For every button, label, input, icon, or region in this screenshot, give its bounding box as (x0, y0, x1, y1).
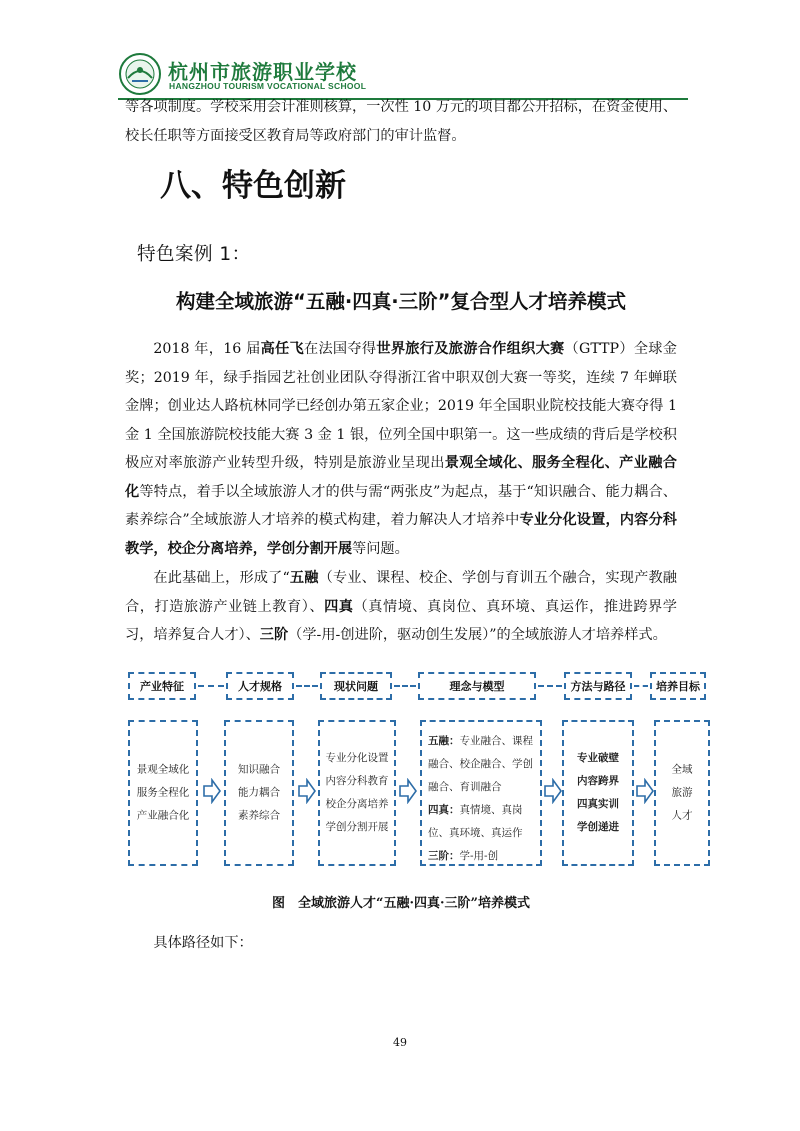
right-arrow-icon (399, 778, 417, 804)
text-run: 在此基础上，形成了“ (153, 570, 290, 586)
text-run: 等特点，着手以全域旅游人才的供与需“两张皮”为起点，基于“知识融合、能力耦合、素养综合”全域旅游人才培养的模式构建，着力解决人才培养中 (125, 483, 677, 528)
diagram-item: 全域 (671, 763, 693, 776)
diagram-header-talent: 人才规格 (226, 672, 294, 700)
text-run: （GTTP）全球金奖；2019 年，绿手指园艺社创业团队夺得浙江省中职双创大赛一等奖，连续 7 年蝉联金牌；创业达人路杭林同学已经创办第五家企业；2019 年全国职业院校技能大赛夺得 1 金 1 全国旅游院校技能大赛 3 金 1 银，位列全国中职第一。这一些成绩的背后是学校积极应对率旅游产业转型升级，特别是旅游业呈现出 (125, 341, 677, 471)
bold-run: 专业分化设置，内容分科教学，校企分离培养，学创分割开展 (125, 512, 677, 557)
diagram-header-method: 方法与路径 (564, 672, 632, 700)
diagram-connector (634, 685, 648, 687)
diagram-item: 素养综合 (238, 809, 280, 822)
diagram-item: 学创分割开展 (325, 821, 389, 833)
diagram-item-label: 四真： (428, 804, 460, 816)
right-arrow-icon (636, 778, 654, 804)
diagram-item: 内容分科教育 (325, 775, 389, 787)
right-arrow-icon (298, 778, 316, 804)
school-logo-icon (118, 52, 162, 96)
diagram-item (428, 799, 536, 845)
diagram-item: 能力耦合 (238, 786, 280, 799)
diagram-box-concept (420, 720, 542, 866)
achievements-paragraph (125, 335, 677, 563)
diagram-box-problem (318, 720, 396, 866)
diagram-item: 知识融合 (238, 763, 280, 776)
bold-run: 五融 (289, 570, 319, 586)
figure-caption: 图 全域旅游人才“五融·四真·三阶”培养模式 (271, 896, 530, 911)
text-run: 2018 年，16 届 (153, 341, 261, 357)
diagram-item: 校企分离培养 (325, 798, 389, 810)
intro-paragraph: 等各项制度。学校采用会计准则核算，一次性 10 万元的项目都公开招标，在资金使用、校长任职等方面接受区教育局等政府部门的审计监督。 (125, 99, 678, 144)
right-arrow-icon (544, 778, 562, 804)
diagram-item: 学创递进 (577, 821, 619, 833)
diagram-item: 专业破壁 (577, 752, 619, 764)
bold-run: 高任飞 (260, 341, 304, 357)
path-intro: 具体路径如下： (153, 935, 253, 951)
text-run: （专业、课程、校企、学创与育训五个融合，实现产教融合，打造旅游产业链上教育）、 (125, 570, 677, 615)
bold-run: 景观全域化、服务全程化、产业融合化 (125, 455, 677, 500)
diagram-item: 旅游 (671, 786, 693, 799)
text-run: 在法国夺得 (303, 341, 377, 357)
page-number: 49 (393, 1036, 407, 1049)
bold-run: 世界旅行及旅游合作组织大赛 (376, 341, 565, 357)
diagram-item-text: 学-用-创 (459, 850, 499, 862)
diagram-header-problem: 现状问题 (320, 672, 392, 700)
diagram-item-text: 专业融合、课程融合、校企融合、学创融合、育训融合 (428, 735, 533, 793)
diagram-box-industry (128, 720, 198, 866)
diagram-item (428, 845, 536, 868)
diagram-item: 产业融合化 (136, 809, 190, 822)
diagram-connector (296, 685, 318, 687)
diagram-item-label: 三阶： (428, 850, 460, 862)
diagram-connector (198, 685, 224, 687)
case-label: 特色案例 1： (137, 244, 251, 265)
section-title: 八、特色创新 (160, 168, 346, 204)
diagram-box-method (562, 720, 634, 866)
diagram-header-industry: 产业特征 (128, 672, 196, 700)
diagram-header-concept: 理念与模型 (418, 672, 536, 700)
school-name-cn: 杭州市旅游职业学校 (168, 60, 357, 84)
right-arrow-icon (203, 778, 221, 804)
text-run: 等问题。 (352, 540, 409, 557)
diagram-item-label: 五融： (428, 735, 460, 747)
text-run: （学-用-创进阶，驱动创生发展）”的全域旅游人才培养样式。 (288, 627, 667, 643)
diagram-connector (394, 685, 416, 687)
diagram-item-text: 真情境、真岗位、真环境、真运作 (428, 804, 523, 839)
diagram-header-goal: 培养目标 (650, 672, 706, 700)
text-run: （真情境、真岗位、真环境、真运作，推进跨界学习，培养复合人才）、 (125, 598, 677, 643)
training-model-diagram (128, 664, 712, 876)
case-title: 构建全域旅游“五融·四真·三阶”复合型人才培养模式 (176, 290, 626, 313)
diagram-item: 景观全域化 (136, 763, 190, 776)
diagram-connector (538, 685, 562, 687)
model-paragraph (125, 564, 677, 650)
diagram-item: 人才 (671, 809, 693, 822)
school-name-en: HANGZHOU TOURISM VOCATIONAL SCHOOL (169, 81, 367, 91)
diagram-item: 四真实训 (577, 798, 619, 810)
diagram-item (428, 730, 536, 799)
page-header (118, 52, 688, 98)
diagram-item: 专业分化设置 (325, 752, 389, 764)
diagram-box-talent (224, 720, 294, 866)
diagram-item: 服务全程化 (136, 786, 190, 799)
bold-run: 四真 (324, 598, 354, 615)
diagram-item: 内容跨界 (577, 775, 619, 787)
diagram-box-goal (654, 720, 710, 866)
bold-run: 三阶 (259, 627, 289, 643)
